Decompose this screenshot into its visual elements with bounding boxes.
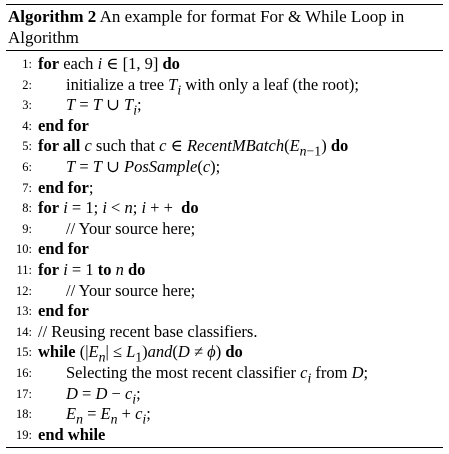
algorithm-line (6, 178, 443, 199)
line-content: end for (38, 239, 89, 259)
line-content: end for (38, 301, 89, 321)
algorithm-line (6, 322, 443, 343)
algorithm-line (6, 54, 443, 75)
line-content: // Your source here; (66, 218, 196, 238)
algorithm-line (6, 157, 443, 178)
line-content: for all c such that c ∈ $RecentMBatch(E_{n-1})$ do (38, 136, 349, 159)
line-content: initialize a tree $T_i$ with only a leaf (the root); (66, 74, 359, 97)
line-number: 17: (16, 386, 32, 401)
algorithm-line (6, 239, 443, 260)
line-number: 13: (16, 304, 32, 319)
line-content: for i = 1 to n do (38, 259, 146, 279)
line-content: while $(|E_n| \le L_1)and(D \ne \phi)$ do (38, 342, 243, 365)
line-number: 19: (16, 427, 32, 442)
line-content: end for; (38, 177, 94, 197)
line-number: 16: (16, 365, 32, 380)
algorithm-lines (6, 51, 443, 447)
algorithm-line (6, 219, 443, 240)
line-content: T = T ∪ $T_i$; (66, 95, 142, 118)
line-content: // Reusing recent base classifiers. (38, 321, 258, 341)
line-number: 2: (22, 77, 32, 92)
line-number: 6: (22, 159, 32, 174)
algorithm-line (6, 425, 443, 446)
line-content: $E_n = E_n + c_i$; (66, 404, 151, 427)
algorithm-line (6, 198, 443, 219)
algorithm-line (6, 342, 443, 363)
algorithm-line (6, 95, 443, 116)
algorithm-line (6, 404, 443, 425)
caption-text: An example for format For & While Loop in Algorithm (8, 7, 405, 47)
line-content: end while (38, 424, 106, 444)
algorithm-line (6, 260, 443, 281)
algorithm-line (6, 75, 443, 96)
line-number: 10: (16, 242, 32, 257)
algorithm-line (6, 281, 443, 302)
line-content: for each i ∈ [1, 9] do (38, 54, 180, 73)
line-number: 5: (22, 139, 32, 154)
line-number: 3: (22, 98, 32, 113)
line-content: end for (38, 115, 89, 135)
line-content: T = T ∪ PosSample(c); (66, 156, 221, 176)
line-number: 18: (16, 407, 32, 422)
caption-label: Algorithm 2 (8, 7, 97, 26)
line-number: 12: (16, 283, 32, 298)
line-number: 4: (22, 118, 32, 133)
line-content: // Your source here; (66, 280, 196, 300)
line-number: 14: (16, 324, 32, 339)
line-number: 7: (22, 180, 32, 195)
line-content: $D = D - c_i$; (66, 383, 141, 406)
algorithm-caption (6, 5, 443, 50)
algorithm-block (6, 4, 443, 448)
line-content: for i = 1; i < n; i + + do (38, 198, 199, 218)
line-number: 8: (22, 201, 32, 216)
line-number: 1: (22, 57, 32, 71)
algorithm-line (6, 363, 443, 384)
algorithm-line (6, 301, 443, 322)
bottom-rule (6, 447, 443, 448)
line-number: 9: (22, 221, 32, 236)
line-number: 15: (16, 345, 32, 360)
line-content: Selecting the most recent classifier $c_i$ from D; (66, 362, 369, 386)
algorithm-line (6, 136, 443, 157)
algorithm-line (6, 116, 443, 137)
algorithm-line (6, 384, 443, 405)
line-number: 11: (16, 262, 32, 277)
